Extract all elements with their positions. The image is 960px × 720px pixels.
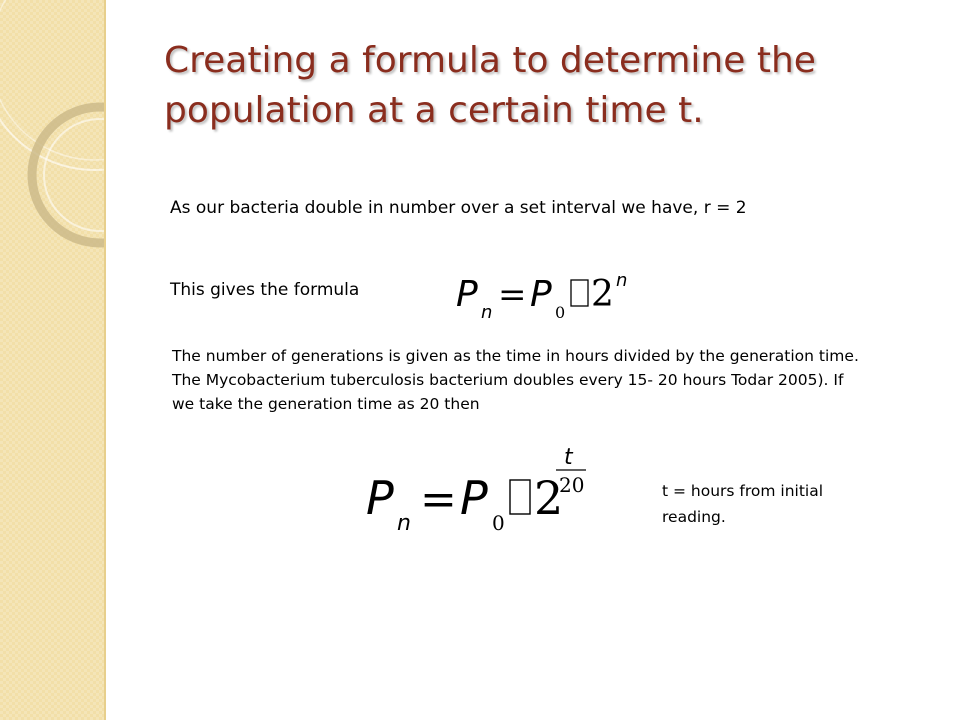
formula-basic [450,266,640,326]
formula-p: P [456,274,478,315]
decorative-sidebar [0,0,106,720]
formula2-base-2: 2 [534,471,564,525]
missing-glyph-box [571,280,588,306]
missing-glyph-box-2 [510,480,530,514]
formula-intro: This gives the formula [170,280,360,300]
formula2-equals: = [420,474,457,525]
decorative-circles [0,0,106,720]
formula-exponent-n: n [616,270,628,291]
formula-sub-n: n [481,302,493,323]
slide-title: Creating a formula to determine the population at a certain time t. [164,40,816,131]
formula-with-time [360,436,600,546]
formula2-p0: P [460,471,488,525]
formula2-exponent-t: t [564,445,573,470]
formula2-sub-0: 0 [492,511,505,535]
generation-explanation: The number of generations is given as the time in hours divided by the generation time. The Mycobacterium tuberculosis bacterium doubles every 15- 20 hours Todar 2005). If we take the generation time as 20 then [172,347,859,413]
formula-p0: P [530,274,552,315]
ratio-statement: As our bacteria double in number over a set interval we have, r = 2 [170,198,747,218]
formula2-sub-n: n [397,511,411,536]
sidebar-border [104,0,106,720]
formula-base-2: 2 [591,274,614,315]
formula2-p: P [366,471,394,525]
formula-equals: = [498,275,527,315]
formula-sub-0: 0 [555,303,566,322]
formula2-exponent-20: 20 [559,473,585,497]
time-definition-note: t = hours from initial reading. [662,482,824,526]
